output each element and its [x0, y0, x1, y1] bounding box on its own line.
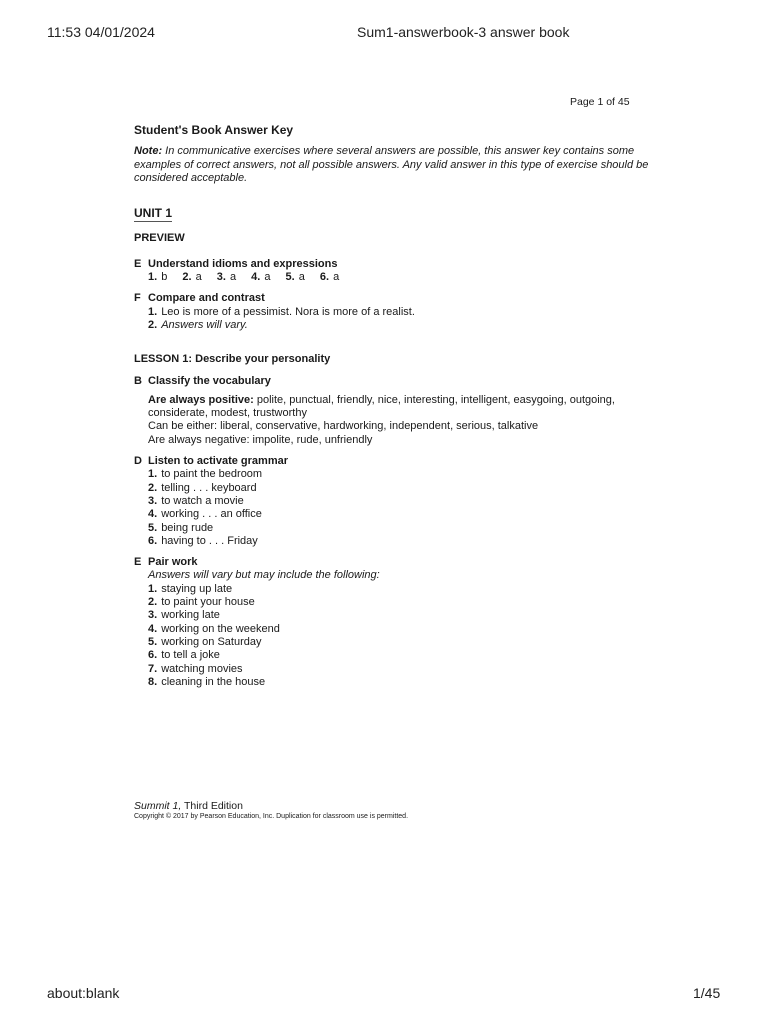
list-item: 2. Answers will vary. — [148, 318, 248, 331]
list-item: 4. working . . . an office — [148, 508, 262, 521]
document-title: Sum1-answerbook-3 answer book — [357, 24, 570, 40]
exercise-e-idioms — [134, 258, 654, 285]
negative-line: Are always negative: impolite, rude, unfriendly — [148, 433, 373, 446]
exercise-title: Listen to activate grammar — [148, 455, 288, 468]
answer-line — [134, 271, 654, 284]
print-page-count: 1/45 — [693, 985, 721, 1001]
exercise-b-vocabulary — [134, 375, 654, 447]
exercise-letter: B — [134, 374, 142, 387]
list-item: 4. working on the weekend — [148, 622, 280, 635]
list-item: 5. being rude — [148, 521, 214, 534]
page-title: Student's Book Answer Key — [134, 123, 294, 137]
list-item: 6. having to . . . Friday — [148, 534, 258, 547]
exercise-title: Understand idioms and expressions — [148, 257, 338, 270]
exercise-letter: E — [134, 556, 142, 569]
exercise-title: Compare and contrast — [148, 292, 265, 305]
page-number: Page 1 of 45 — [570, 96, 630, 108]
preview-heading: PREVIEW — [134, 232, 185, 245]
book-edition: Summit 1, Third Edition — [134, 800, 243, 812]
answer-item: 6. a — [319, 271, 340, 284]
answer-item: 3. a — [216, 271, 237, 284]
list-item: 2. telling . . . keyboard — [148, 481, 257, 494]
exercise-f-compare — [134, 292, 654, 332]
list-item: 3. working late — [148, 609, 220, 622]
lesson-heading: LESSON 1: Describe your personality — [134, 353, 331, 366]
print-timestamp: 11:53 04/01/2024 — [47, 24, 155, 40]
exercise-e-pair-work — [134, 556, 654, 689]
note-label: Note: — [134, 145, 163, 158]
answer-item: 2. a — [182, 271, 202, 284]
exercise-intro: Answers will vary but may include the following: — [148, 569, 380, 582]
answer-item: 1. b — [148, 271, 168, 284]
answer-key-content — [134, 124, 654, 697]
list-item: 1. staying up late — [148, 582, 233, 595]
list-item: 2. to paint your house — [148, 596, 255, 609]
answer-item: 5. a — [285, 271, 305, 284]
note-text: In communicative exercises where several answers are possible, this answer key contains some examples of correct answers, not all possible answers. Any valid answer in this type of exercise should be considered acceptable. — [134, 145, 649, 184]
exercise-letter: E — [134, 257, 142, 270]
note-paragraph — [134, 145, 654, 185]
list-item: 6. to tell a joke — [148, 649, 220, 662]
list-item: 1. Leo is more of a pessimist. Nora is more of a realist. — [148, 305, 415, 318]
list-item: 7. watching movies — [148, 662, 243, 675]
browser-url: about:blank — [47, 985, 120, 1001]
exercise-letter: D — [134, 455, 142, 468]
list-item: 5. working on Saturday — [148, 635, 262, 648]
answer-item: 4. a — [251, 271, 271, 284]
exercise-title: Classify the vocabulary — [148, 374, 271, 387]
list-item: 1. to paint the bedroom — [148, 468, 263, 481]
copyright-notice: Copyright © 2017 by Pearson Education, Inc. Duplication for classroom use is permitted. — [134, 813, 409, 820]
page-footer — [134, 800, 408, 820]
exercise-letter: F — [134, 292, 141, 305]
unit-heading: UNIT 1 — [134, 207, 172, 222]
exercise-d-grammar — [134, 455, 654, 548]
either-line: Can be either: liberal, conservative, hardworking, independent, serious, talkative — [148, 420, 539, 433]
exercise-title: Pair work — [148, 556, 198, 569]
list-item: 8. cleaning in the house — [148, 675, 266, 688]
positive-line: Are always positive: polite, punctual, friendly, nice, interesting, intelligent, easygoing, outgoing, considerate, modest, trustworthy — [148, 393, 615, 420]
list-item: 3. to watch a movie — [148, 494, 244, 507]
